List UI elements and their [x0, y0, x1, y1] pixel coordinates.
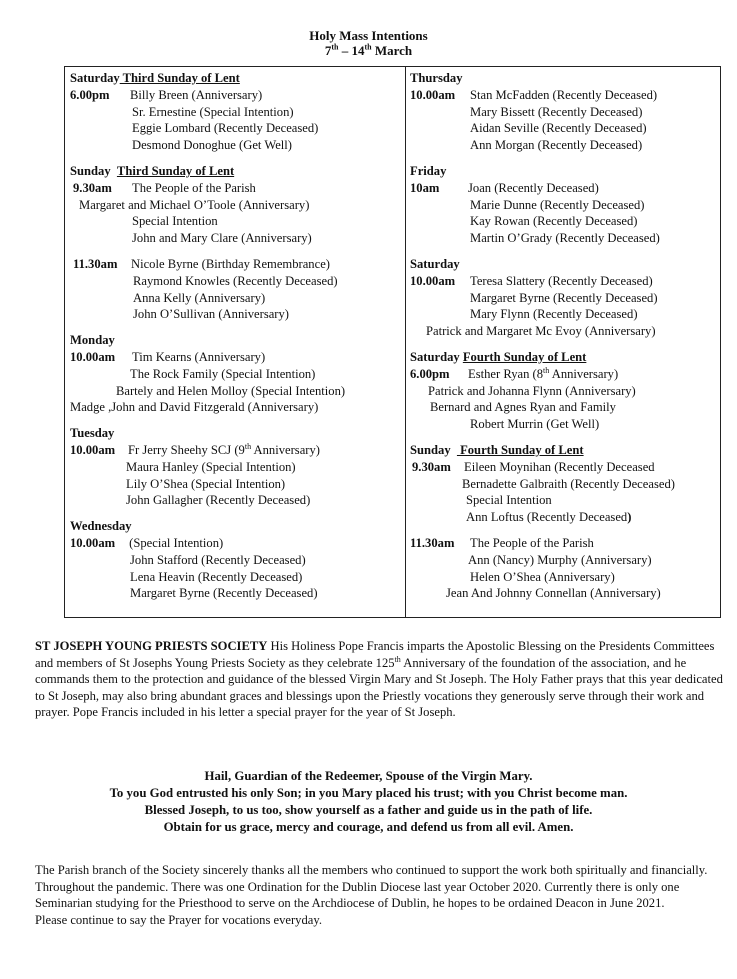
closing-last-line: Please continue to say the Prayer for vocations everyday.	[35, 912, 322, 927]
list-item: Lily O’Shea (Special Intention)	[126, 476, 286, 491]
list-item: Madge ,John and David Fitzgerald (Anniversary)	[70, 400, 319, 415]
wednesday-heading: Wednesday	[70, 519, 132, 534]
list-item: Margaret and Michael O’Toole (Anniversary)	[79, 197, 310, 212]
list-item: Bernard and Agnes Ryan and Family	[430, 400, 616, 415]
closing-text: The Parish branch of the Society sincerely thanks all the members who continued to support the work both spiritually and financially. Throughout the pandemic. There was one Ordination for the Dublin Diocese last year October 2020. Currently there is only one Seminarian studying for the Priesthood to serve on the Archdiocese of Dublin, he hopes to be ordained Deacon in June 2021.	[35, 863, 708, 911]
sunday-heading: Sunday Third Sunday of Lent	[70, 163, 235, 178]
list-item: Special Intention	[466, 493, 552, 508]
prayer-line: Blessed Joseph, to us too, show yourself as a father and guide us in the path of life.	[144, 803, 593, 817]
list-item: John Stafford (Recently Deceased)	[130, 552, 306, 567]
prayer-line: Obtain for us grace, mercy and courage, and defend us from all evil. Amen.	[163, 820, 574, 834]
list-item: Kay Rowan (Recently Deceased)	[470, 214, 638, 229]
list-item: 10.00am Teresa Slattery (Recently Deceased)	[410, 273, 653, 288]
saturday-heading: Saturday Third Sunday of Lent	[70, 71, 240, 85]
prayer-line: To you God entrusted his only Son; in you Mary placed his trust; with you Christ become man.	[109, 786, 628, 800]
list-item: Raymond Knowles (Recently Deceased)	[133, 273, 338, 288]
right-column	[410, 70, 716, 602]
list-item: Patrick and Johanna Flynn (Anniversary)	[428, 383, 636, 398]
list-item: Robert Murrin (Get Well)	[470, 417, 600, 432]
list-item: Special Intention	[132, 214, 218, 229]
sunday-lent-heading: Sunday Fourth Sunday of Lent	[410, 442, 584, 457]
list-item: Anna Kelly (Anniversary)	[133, 290, 266, 305]
thursday-heading: Thursday	[410, 71, 463, 85]
list-item: Marie Dunne (Recently Deceased)	[470, 197, 645, 212]
list-item: The Rock Family (Special Intention)	[130, 366, 316, 381]
list-item: John O’Sullivan (Anniversary)	[133, 307, 289, 322]
left-column	[70, 70, 400, 602]
list-item: Eggie Lombard (Recently Deceased)	[132, 121, 319, 136]
list-item: Ann (Nancy) Murphy (Anniversary)	[468, 552, 652, 567]
list-item: 6.00pm Esther Ryan (8th Anniversary)	[410, 365, 619, 381]
society-paragraph: ST JOSEPH YOUNG PRIESTS SOCIETY His Holiness Pope Francis imparts the Apostolic Blessing on the Presidents Committees and members of St Josephs Young Priests Society as they celebrate 125th Anniversary of the foundation of the association, and he commands them to the protection and guidance of the blessed Virgin Mary and St Joseph. The Holy Father prays that this year dedicated to St Joseph, may also bring abundant graces and blessings upon the Priestly vocations they generously serve through their work and prayer. Pope Francis included in his letter a special prayer for the year of St Joseph.	[35, 639, 723, 720]
saturday-heading: Saturday	[410, 256, 460, 271]
list-item: 10am Joan (Recently Deceased)	[410, 180, 599, 195]
list-item: Lena Heavin (Recently Deceased)	[130, 569, 303, 584]
list-item: 6.00pm Billy Breen (Anniversary)	[70, 87, 263, 102]
saturday-lent-heading: Saturday Fourth Sunday of Lent	[410, 349, 587, 364]
list-item: John and Mary Clare (Anniversary)	[132, 231, 312, 246]
list-item: Aidan Seville (Recently Deceased)	[470, 121, 647, 136]
list-item: 11.30am The People of the Parish	[410, 535, 594, 550]
friday-heading: Friday	[410, 163, 447, 178]
prayer-block	[0, 768, 737, 836]
list-item: Margaret Byrne (Recently Deceased)	[470, 290, 658, 305]
list-item: John Gallagher (Recently Deceased)	[126, 493, 311, 508]
list-item: 11.30am Nicole Byrne (Birthday Remembrance)	[73, 256, 330, 271]
list-item: 10.00am Tim Kearns (Anniversary)	[70, 349, 266, 364]
list-item: Bernadette Galbraith (Recently Deceased)	[462, 476, 675, 491]
prayer-line: Hail, Guardian of the Redeemer, Spouse of the Virgin Mary.	[204, 769, 533, 783]
page-title: Holy Mass Intentions	[309, 28, 428, 43]
list-item: 10.00am Stan McFadden (Recently Deceased)	[410, 87, 658, 102]
list-item: 10.00am Fr Jerry Sheehy SCJ (9th Anniversary)	[70, 441, 320, 457]
list-item: Patrick and Margaret Mc Evoy (Anniversary)	[426, 324, 656, 339]
list-item: Sr. Ernestine (Special Intention)	[132, 104, 294, 119]
list-item: Desmond Donoghue (Get Well)	[132, 138, 292, 153]
list-item: Margaret Byrne (Recently Deceased)	[130, 586, 318, 601]
list-item: Ann Morgan (Recently Deceased)	[470, 138, 643, 153]
monday-heading: Monday	[70, 333, 115, 348]
list-item: Ann Loftus (Recently Deceased)	[466, 510, 632, 525]
list-item: 9.30am The People of the Parish	[73, 180, 256, 195]
date-range: 7th – 14th March	[324, 42, 413, 58]
list-item: 10.00am (Special Intention)	[70, 535, 224, 550]
list-item: Mary Flynn (Recently Deceased)	[470, 307, 638, 322]
list-item: 9.30am Eileen Moynihan (Recently Deceased	[412, 459, 655, 474]
list-item: Mary Bissett (Recently Deceased)	[470, 104, 643, 119]
closing-paragraph	[35, 862, 725, 928]
list-item: Helen O’Shea (Anniversary)	[470, 569, 615, 584]
list-item: Maura Hanley (Special Intention)	[126, 459, 296, 474]
column-divider	[405, 66, 406, 618]
list-item: Martin O’Grady (Recently Deceased)	[470, 231, 660, 246]
list-item: Bartely and Helen Molloy (Special Intention)	[116, 383, 346, 398]
tuesday-heading: Tuesday	[70, 426, 115, 441]
list-item: Jean And Johnny Connellan (Anniversary)	[446, 586, 661, 601]
